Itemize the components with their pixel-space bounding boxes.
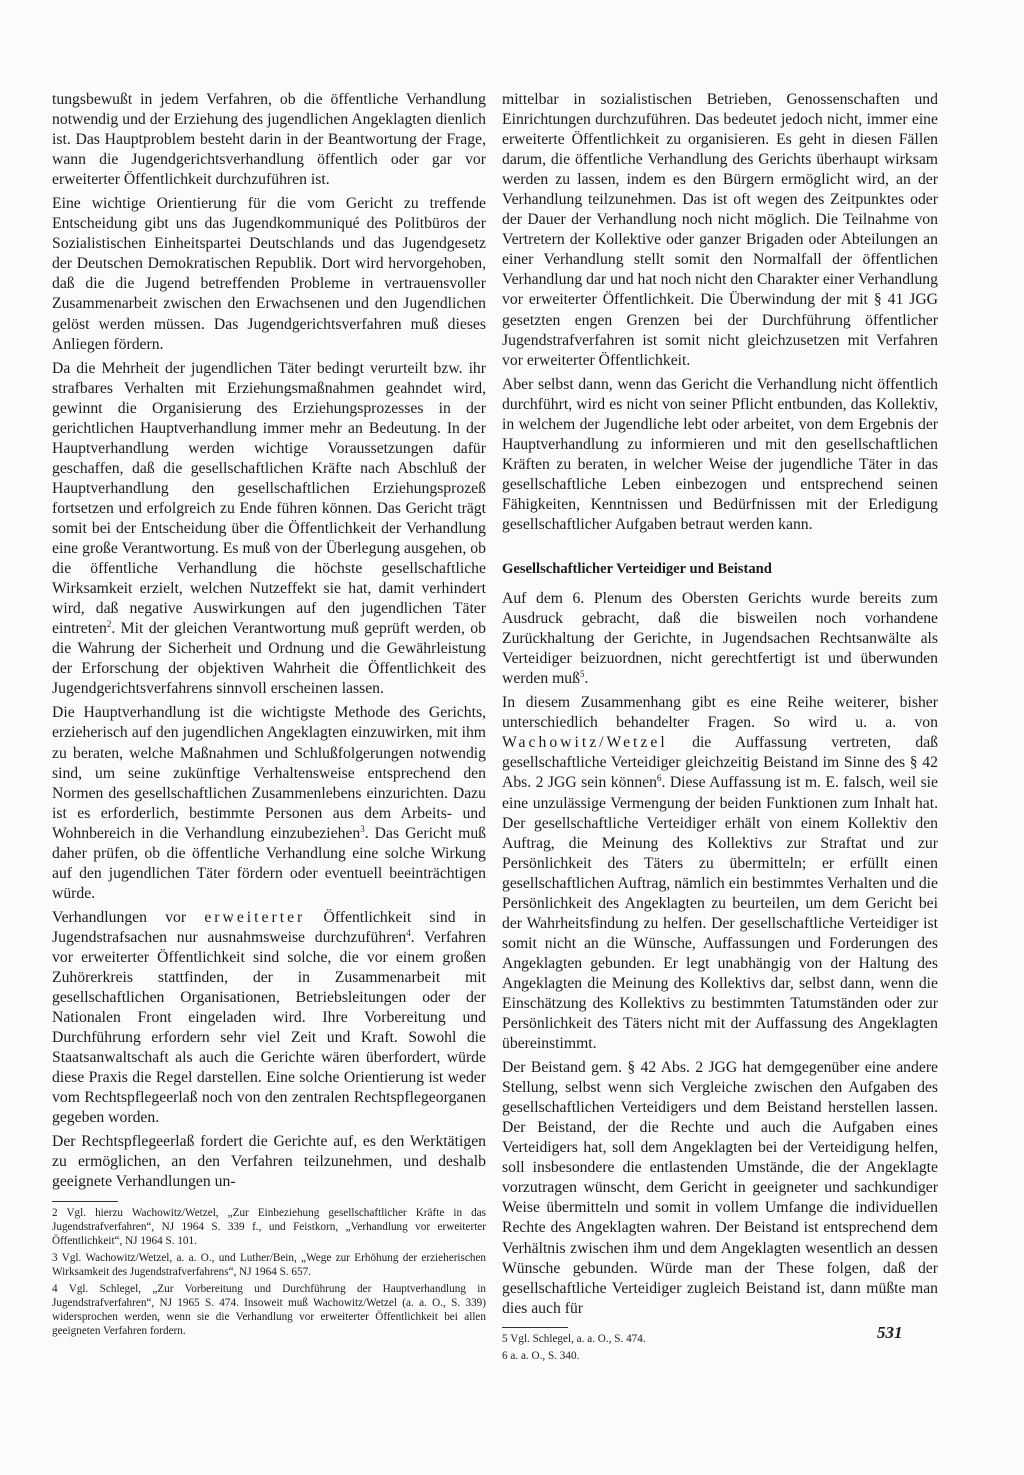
paragraph: mittelbar in sozialistischen Betrieben, Genossenschaften und Einrichtungen durchzuführen. Das bedeutet jedoch nicht, immer eine erweiterte Öffentlichkeit zu organisieren. Es geht in diesen Fällen darum, die öffentliche Verhandlung des Gerichts überhaupt wirksam werden zu lassen, indem es den Bürgern ermöglicht wird, an der Verhandlung teilzunehmen. Das ist oft wegen des Zeitpunktes oder der Dauer der Verhandlung noch nicht möglich. Die Teilnahme von Vertretern der Kollektive oder ganzer Brigaden oder Abteilungen an einer Verhandlung stellt somit den Normalfall der öffentlichen Verhandlung dar und hat noch nicht den Charakter einer Verhandlung vor erweiterter Öffentlichkeit. Die Überwindung der mit § 41 JGG gesetzten engen Grenzen bei der Durchführung öffentlicher Jugendstrafverfahren ist somit nicht gleichzusetzen mit Verfahren vor erweiterter Öffentlichkeit. (502, 91, 938, 369)
text-run: Verhandlungen vor (52, 908, 205, 926)
text-run: . (584, 670, 589, 688)
right-column (502, 90, 938, 1363)
text-run: In diesem Zusammenhang gibt es eine Reihe weiterer, bisher unterschiedlich behandelter Fragen. So wird u. a. von (502, 694, 938, 732)
footnote-ref: 3 (360, 823, 365, 834)
footnote-divider (502, 1327, 568, 1328)
footnote-ref: 6 (656, 773, 662, 784)
text-run: . Verfahren vor erweiterter Öffentlichkeit sind solche, die vor einem großen Zuhörerkreis stattfinden, der in Zusammenarbeit mit gesellschaftlichen Organisationen, Betriebsleitungen oder der Nationalen Front eingeladen wird. Ihre Vorbereitung und Durchführung erfordern sehr viel Zeit und Kraft. Sowohl die Staatsanwaltschaft als auch die Gerichte wären überfordert, würde diese Praxis die Regel darstellen. Eine solche Orientierung ist weder vom Rechtspflegeerlaß noch von den zentralen Rechtspflegeorganen gegeben worden. (52, 928, 486, 1127)
text-run: Öffentlichkeit sind in Jugendstrafsachen nur ausnahmsweise durchzuführen (52, 908, 486, 946)
footnote-ref: 5 (579, 668, 585, 679)
footnote-divider (52, 1201, 118, 1202)
paragraph (502, 589, 938, 689)
text-run: Da die Mehrheit der jugendlichen Täter bedingt verurteilt bzw. ihr strafbares Verhalten mit Erziehungsmaßnahmen geahndet wird, gewinnt die Organisierung des Erziehungsprozesses in der gerichtlichen Hauptverhandlung immer mehr an Bedeutung. In der Hauptverhandlung werden wichtige Voraussetzungen dafür geschaffen, daß die gesellschaftlichen Kräfte nach Abschluß der Hauptverhandlung den gesellschaftlichen Erziehungsprozeß fortsetzen und erfolgreich zu Ende führen können. Das Gericht trägt somit bei der Entscheidung über die Öffentlichkeit der Verhandlung eine große Verantwortung. Es muß von der Überlegung ausgehen, ob die öffentliche Verhandlung die höchste gesellschaftliche Wirksamkeit erzielt, welchen Nutzeffekt sie hat, damit verhindert wird, daß negative Auswirkungen auf den jugendlichen Täter eintreten (52, 359, 486, 638)
text-run: Die Hauptverhandlung ist die wichtigste Methode des Gerichts, erzieherisch auf den jugendlichen Angeklagten einzuwirken, mit ihm zu beraten, welche Maßnahmen und Schlußfolgerungen notwendig sind, um seine zukünftige Verhaltensweise entsprechend den Normen des gesellschaftlichen Zusammenlebens einzurichten. Dazu ist es erforderlich, bestimmte Personen aus dem Arbeits- und Wohnbereich in die Verhandlung einzubeziehen (52, 704, 486, 842)
footnote: 6 a. a. O., S. 340. (502, 1349, 580, 1362)
paragraph (52, 359, 486, 700)
section-heading: Gesellschaftlicher Verteidiger und Beistand (502, 561, 772, 578)
footnote: 3 Vgl. Wachowitz/Wetzel, a. a. O., und Luther/Bein, „Wege zur Erhöhung der erzieherischen Wirksamkeit des Jugendstrafverfahrens“, NJ 1964 S. 657. (52, 1251, 486, 1278)
text-run: . Das Gericht muß daher prüfen, ob die öffentliche Verhandlung eine solche Wirkung auf den jugendlichen Täter fördern oder eventuell beeinträchtigen würde. (52, 824, 487, 902)
paragraph: Eine wichtige Orientierung für die vom Gericht zu treffende Entscheidung gibt uns das Jugendkommuniqué des Politbüros der Sozialistischen Einheitspartei Deutschlands und das Jugendgesetz der Deutschen Demokratischen Republik. Dort wird hervorgehoben, daß die die Jugend betreffenden Probleme in vertrauensvoller Zusammenarbeit zwischen den Erwachsenen und den Jugendlichen gelöst werden müssen. Das Jugendgerichtsverfahren muß dieses Anliegen fördern. (52, 195, 486, 353)
footnote: 5 Vgl. Schlegel, a. a. O., S. 474. (502, 1332, 646, 1345)
text-run: . Mit der gleichen Verantwortung muß geprüft werden, ob die Wahrung der Sicherheit und Ordnung und die Gewährleistung der Erforschung der objektiven Wahrheit die Öffentlichkeit des Jugendgerichtsverfahrens sinnvoll erscheinen lassen. (52, 620, 486, 698)
paragraph (52, 908, 486, 1129)
text-run: . Diese Auffassung ist m. E. falsch, weil sie eine unzulässige Vermengung der beiden Funktionen zum Inhalt hat. Der gesellschaftliche Verteidiger erhält von einem Kollektiv den Auftrag, die Meinung des Kollektivs zur Straftat und zur Persönlichkeit des Täters zu übermitteln; er erfüllt einen gesellschaftlichen Auftrag, nämlich ein bestimmtes Verhalten und die Persönlichkeit des Angeklagten zu beurteilen, um dem Gericht bei der Wahrheitsfindung zu helfen. Der gesellschaftliche Verteidiger ist somit nicht an die Wünsche, Auffassungen und Forderungen des Angeklagten gebunden. Er legt unabhängig von der Haltung des Angeklagten die Meinung des Kollektivs dar, selbst dann, wenn die Einschätzung des Kollektivs zu bestimmten Tatumständen oder zur Persönlichkeit des Täters nicht mit der Auffassung des Angeklagten übereinstimmt. (502, 774, 938, 1053)
paragraph: tungsbewußt in jedem Verfahren, ob die öffentliche Verhandlung notwendig und der Erziehung des jugendlichen Angeklagten dienlich ist. Das Hauptproblem besteht darin in der Beantwortung der Frage, wann die Jugendgerichtsverhandlung öffentlich oder gar vor erweiterter Öffentlichkeit durchzuführen ist. (52, 91, 486, 189)
left-column (52, 90, 486, 1338)
page-number: 531 (877, 1323, 903, 1342)
paragraph (52, 703, 486, 903)
text-run: Auf dem 6. Plenum des Obersten Gerichts wurde bereits zum Ausdruck gebracht, daß die bisweilen noch vorhandene Zurückhaltung der Gerichte, in Jugendsachen Rechtsanwälte als Verteidiger beizuordnen, nicht gerechtfertigt ist und überwunden werden muß (502, 590, 938, 688)
paragraph: Der Rechtspflegeerlaß fordert die Gerichte auf, es den Werktätigen zu ermöglichen, an den Verfahren teilzunehmen, und deshalb geeignete Verhandlungen un- (52, 1133, 486, 1191)
footnote: 4 Vgl. Schlegel, „Zur Vorbereitung und Durchführung der Hauptverhandlung in Jugendstrafverfahren“, NJ 1965 S. 474. Insoweit muß Wachowitz/Wetzel (a. a. O., S. 339) widersprochen werden, wenn sie die Verhandlung vor erweiterter Öffentlichkeit bei allen geeigneten Verfahren fordern. (52, 1282, 486, 1337)
footnote-ref: 2 (106, 618, 112, 629)
emphasis-spaced: Wachowitz/Wetzel (502, 734, 668, 752)
paragraph: Der Beistand gem. § 42 Abs. 2 JGG hat demgegenüber eine andere Stellung, selbst wenn sich Vergleiche zwischen den Aufgaben des gesellschaftlichen Verteidigers und dem Beistand herstellen lassen. Der Beistand, der die Rechte und auch die Aufgaben eines Verteidigers hat, soll dem Angeklagten bei der Verteidigung helfen, soll insbesondere die entlastenden Umstände, die der Angeklagte vorzutragen wünscht, dem Gericht in geeigneter und sachkundiger Weise übermitteln und somit in vollem Umfange die individuellen Rechte des Angeklagten wahren. Der Beistand ist entsprechend dem Verhältnis zwischen ihm und dem Angeklagten wesentlich an dessen Wünsche gebunden. Würde man der These folgen, daß der gesellschaftliche Verteidiger zugleich Beistand ist, dann müßte man dies auch für (502, 1059, 938, 1317)
text-run: die Auffassung vertreten, daß gesellschaftliche Verteidiger gleichzeitig Beistand im Sinne des § 42 Abs. 2 JGG sein können (502, 734, 938, 792)
emphasis-spaced: erweiterter (204, 908, 306, 926)
paragraph (502, 693, 938, 1054)
footnote-ref: 4 (406, 927, 411, 938)
paragraph: Aber selbst dann, wenn das Gericht die Verhandlung nicht öffentlich durchführt, wird es nicht von seiner Pflicht entbunden, das Kollektiv, in welchem der Jugendliche lebt oder arbeitet, von dem Ergebnis der Hauptverhandlung zu informieren und mit den gesellschaftlichen Kräften zu beraten, in welcher Weise der jugendliche Täter in das gesellschaftliche Leben einbezogen und entsprechend seinen Fähigkeiten, Kenntnissen und Bedürfnissen mit der Erledigung gesellschaftlicher Aufgaben betraut werden kann. (502, 375, 938, 533)
footnote: 2 Vgl. hierzu Wachowitz/Wetzel, „Zur Einbeziehung gesellschaftlicher Kräfte in das Jugendstrafverfahren“, NJ 1964 S. 339 f., und Feistkorn, „Verhandlung vor erweiterter Öffentlichkeit“, NJ 1964 S. 101. (52, 1206, 486, 1247)
